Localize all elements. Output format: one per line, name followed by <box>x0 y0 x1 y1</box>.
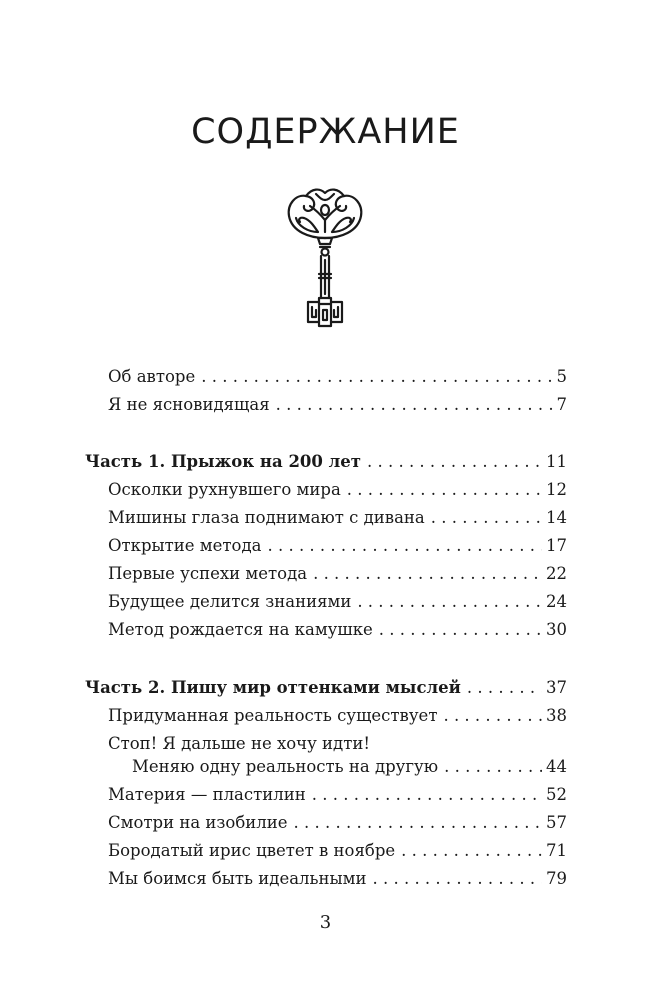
page-number: 3 <box>319 912 332 933</box>
toc-entry-page: 17 <box>546 536 567 555</box>
toc-entry-page: 7 <box>556 395 567 414</box>
toc-leader-dots <box>313 562 542 586</box>
toc-leader-dots <box>401 839 542 863</box>
toc-entry-title: Придуманная реальность существует <box>108 706 438 725</box>
toc-entry-page: 38 <box>546 706 567 725</box>
toc-entry-page: 44 <box>546 757 567 776</box>
toc-leader-dots <box>357 590 542 614</box>
toc-entry-title: Метод рождается на камушке <box>108 620 373 639</box>
toc-leader-dots <box>367 450 542 474</box>
toc-leader-dots <box>201 365 552 389</box>
toc-entry-page: 24 <box>546 592 567 611</box>
toc-entry-title: Меняю одну реальность на другую <box>132 757 439 776</box>
toc-entry[interactable] <box>108 867 567 891</box>
toc-part-1[interactable] <box>85 450 567 474</box>
toc-leader-dots <box>467 676 542 700</box>
toc-entry[interactable] <box>108 534 567 558</box>
toc-entry-page: 79 <box>546 869 567 888</box>
toc-entry-page: 37 <box>546 678 567 697</box>
toc-entry[interactable] <box>108 618 567 642</box>
toc-part-title: Часть 1. Прыжок на 200 лет <box>85 452 361 471</box>
toc-entry[interactable] <box>108 506 567 530</box>
toc-entry[interactable] <box>108 811 567 835</box>
toc-entry-page: 30 <box>546 620 567 639</box>
toc-entry-title-line1[interactable]: Стоп! Я дальше не хочу идти! <box>108 734 370 753</box>
toc-leader-dots <box>444 755 542 779</box>
toc-entry-title: Об авторе <box>108 367 196 386</box>
toc-part-2[interactable] <box>85 676 567 700</box>
toc-entry-page: 52 <box>546 785 567 804</box>
toc-leader-dots <box>431 506 542 530</box>
toc-entry-title: Бородатый ирис цветет в ноябре <box>108 841 396 860</box>
toc-entry[interactable] <box>108 839 567 863</box>
toc-part-title: Часть 2. Пишу мир оттенками мыслей <box>85 678 461 697</box>
toc-entry-title: Смотри на изобилие <box>108 813 288 832</box>
page-title: СОДЕРЖАНИЕ <box>191 112 460 152</box>
toc-entry[interactable] <box>108 704 567 728</box>
toc-entry-page: 22 <box>546 564 567 583</box>
toc-entry-title: Я не ясновидящая <box>108 395 270 414</box>
toc-leader-dots <box>347 478 542 502</box>
toc-entry-title: Открытие метода <box>108 536 262 555</box>
toc-leader-dots <box>379 618 542 642</box>
toc-entry-page: 14 <box>546 508 567 527</box>
toc-entry[interactable] <box>108 478 567 502</box>
toc-entry-page: 11 <box>546 452 567 471</box>
toc-entry-page: 5 <box>556 367 567 386</box>
toc-entry-page: 12 <box>546 480 567 499</box>
toc-entry-title: Первые успехи метода <box>108 564 308 583</box>
toc-entry-title: Мы боимся быть идеальными <box>108 869 367 888</box>
toc-entry[interactable] <box>132 755 567 779</box>
toc-entry-about-author[interactable] <box>108 365 567 389</box>
toc-leader-dots <box>443 704 542 728</box>
toc-entry-title: Материя — пластилин <box>108 785 306 804</box>
toc-leader-dots <box>294 811 542 835</box>
toc-entry-page: 71 <box>546 841 567 860</box>
toc-entry-title: Осколки рухнувшего мира <box>108 480 341 499</box>
toc-entry-title: Мишины глаза поднимают с дивана <box>108 508 425 527</box>
toc-leader-dots <box>372 867 542 891</box>
toc-entry[interactable] <box>108 562 567 586</box>
toc-leader-dots <box>276 393 553 417</box>
toc-entry[interactable] <box>108 783 567 807</box>
toc-leader-dots <box>267 534 542 558</box>
toc-entry-title: Будущее делится знаниями <box>108 592 352 611</box>
toc-entry-not-clairvoyant[interactable] <box>108 393 567 417</box>
toc-entry-page: 57 <box>546 813 567 832</box>
toc-leader-dots <box>312 783 542 807</box>
toc-entry[interactable] <box>108 590 567 614</box>
